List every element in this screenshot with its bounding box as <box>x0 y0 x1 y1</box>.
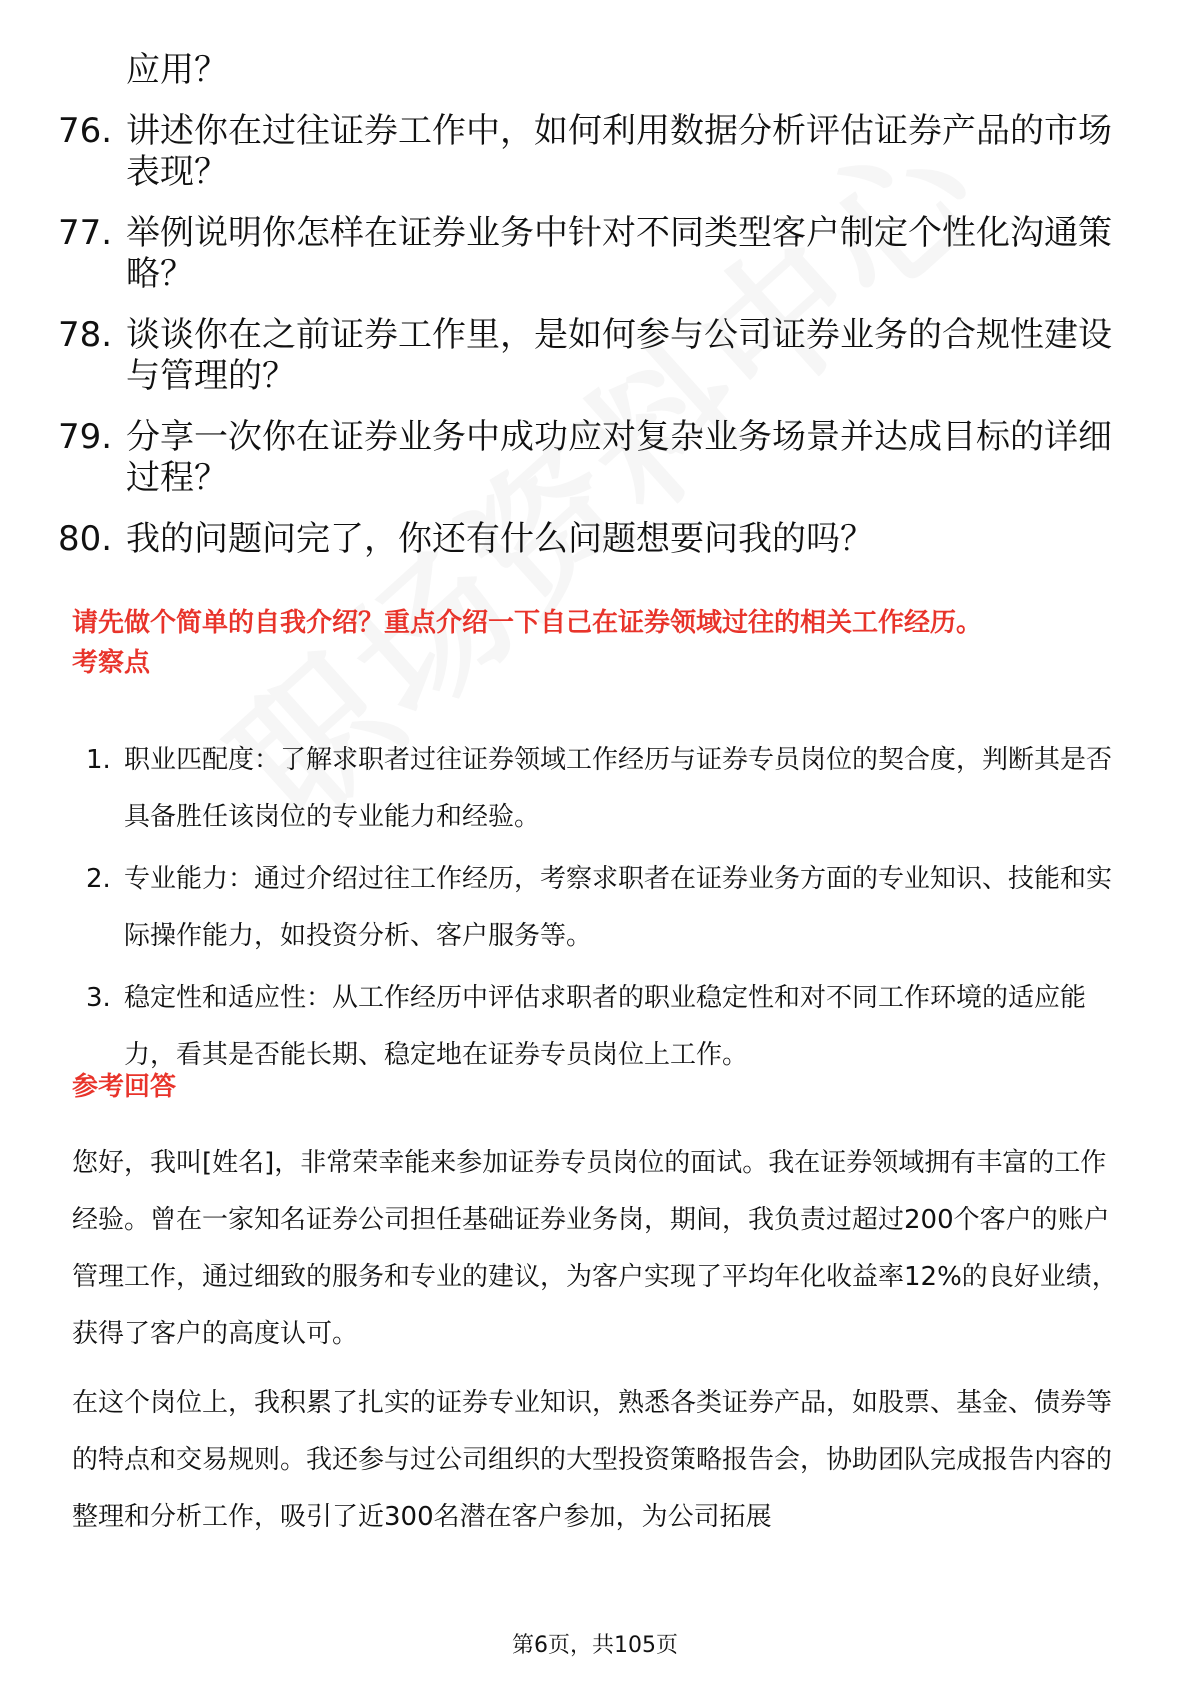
question-continuation <box>58 50 1138 91</box>
question-text: 分享一次你在证券业务中成功应对复杂业务场景并达成目标的详细过程？ <box>126 417 1112 498</box>
question-number: 79. <box>58 417 113 457</box>
inspect-item-number: 2. <box>86 864 111 894</box>
question-item <box>58 213 1138 295</box>
inspect-item-text: 职业匹配度：了解求职者过往证券领域工作经历与证券专员岗位的契合度，判断其是否具备胜任该岗位的专业能力和经验。 <box>124 745 1113 832</box>
inspect-item <box>86 732 1126 846</box>
inspect-item <box>86 970 1126 1084</box>
question-headline: 请先做个简单的自我介绍？重点介绍一下自己在证券领域过往的相关工作经历。 <box>72 608 983 638</box>
inspect-item-text: 稳定性和适应性：从工作经历中评估求职者的职业稳定性和对不同工作环境的适应能力，看其是否能长期、稳定地在证券专员岗位上工作。 <box>124 983 1087 1070</box>
question-item <box>58 519 1138 560</box>
answer-paragraph: 在这个岗位上，我积累了扎实的证券专业知识，熟悉各类证券产品，如股票、基金、债券等的特点和交易规则。我还参与过公司组织的大型投资策略报告会，协助团队完成报告内容的整理和分析工作，吸引了近300名潜在客户参加，为公司拓展 <box>72 1388 1113 1532</box>
question-text: 举例说明你怎样在证券业务中针对不同类型客户制定个性化沟通策略？ <box>126 213 1112 294</box>
question-text: 我的问题问完了，你还有什么问题想要问我的吗？ <box>126 519 874 559</box>
answer-section-title: 参考回答 <box>72 1072 177 1102</box>
inspect-item-number: 1. <box>86 745 111 775</box>
question-text: 谈谈你在之前证券工作里，是如何参与公司证券业务的合规性建设与管理的？ <box>126 315 1112 396</box>
inspect-item-text: 专业能力：通过介绍过往工作经历，考察求职者在证券业务方面的专业知识、技能和实际操作能力，如投资分析、客户服务等。 <box>124 864 1113 951</box>
question-number: 77. <box>58 213 113 253</box>
question-item <box>58 315 1138 397</box>
question-text: 应用？ <box>126 50 228 90</box>
inspect-item <box>86 851 1126 965</box>
question-text: 讲述你在过往证券工作中，如何利用数据分析评估证券产品的市场表现？ <box>126 111 1112 192</box>
page-footer: 第6页，共105页 <box>512 1633 678 1658</box>
question-number: 80. <box>58 519 113 559</box>
inspect-section-title: 考察点 <box>72 648 151 678</box>
question-number: 78. <box>58 315 113 355</box>
question-list <box>58 50 1138 580</box>
inspect-list <box>86 732 1126 1089</box>
answer-paragraph: 您好，我叫[姓名]，非常荣幸能来参加证券专员岗位的面试。我在证券领域拥有丰富的工作经验。曾在一家知名证券公司担任基础证券业务岗，期间，我负责过超过200个客户的账户管理工作，通过细致的服务和专业的建议，为客户实现了平均年化收益率12%的良好业绩，获得了客户的高度认可。 <box>72 1148 1118 1349</box>
question-item <box>58 417 1138 499</box>
question-number: 76. <box>58 111 113 151</box>
question-item <box>58 111 1138 193</box>
inspect-item-number: 3. <box>86 983 111 1013</box>
